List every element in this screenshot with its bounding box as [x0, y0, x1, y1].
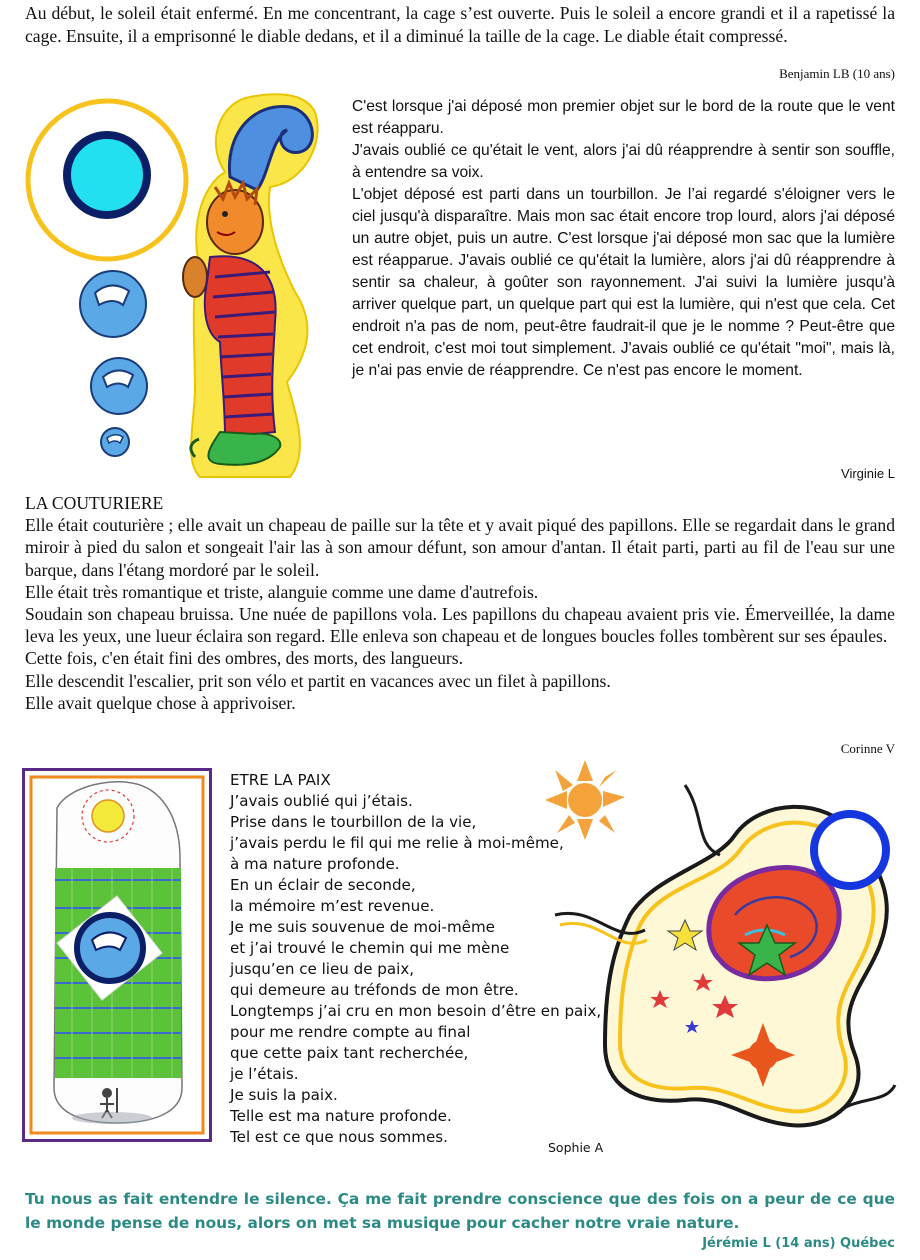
- poem-line: Je suis la paix.: [230, 1086, 338, 1104]
- paragraph: C'est lorsque j'ai déposé mon premier objet sur le bord de la route que le vent est réapparu.: [352, 98, 895, 137]
- poem-line: que cette paix tant recherchée,: [230, 1044, 469, 1062]
- paragraph: Elle descendit l'escalier, prit son vélo et partit en vacances avec un filet à papillons.: [25, 670, 611, 691]
- poem-line: pour me rendre compte au final: [230, 1023, 471, 1041]
- poem-line: qui demeure au tréfonds de mon être.: [230, 981, 519, 999]
- poem-line: Prise dans le tourbillon de la vie,: [230, 813, 477, 831]
- bubble-icon: [91, 358, 147, 414]
- illustration-mandala-suns: [535, 755, 900, 1140]
- poem-line: j’avais perdu le fil qui me relie à moi-même,: [230, 834, 564, 852]
- poem-line: et j’ai trouvé le chemin qui me mène: [230, 939, 510, 957]
- poem-line: Longtemps j’ai cru en mon besoin d’être en paix,: [230, 1002, 602, 1020]
- paragraph: Elle était couturière ; elle avait un chapeau de paille sur la tête et y avait piqué des papillons. Elle se regardait dans le grand miroir à pied du salon et songeait l'air las à son amour défunt, son amour d'antan. Il était parti, parti au fil de l'eau sur une barque, dans l'étang mordoré par le soleil.: [25, 515, 895, 580]
- illustration-framed-drawing: [22, 768, 212, 1142]
- poem-line: je l’étais.: [230, 1065, 299, 1083]
- bubble-icon: [101, 428, 129, 456]
- poem-line: jusqu’en ce lieu de paix,: [230, 960, 415, 978]
- paragraph: Cette fois, c'en était fini des ombres, des morts, des langueurs.: [25, 648, 464, 669]
- elf-figure-icon: [183, 94, 318, 477]
- poem-line: la mémoire m’est revenue.: [230, 897, 435, 915]
- story-title: LA COUTURIERE: [25, 493, 164, 513]
- bubble-icon: [80, 271, 146, 337]
- closing-quote: Tu nous as fait entendre le silence. Ça me fait prendre conscience que des fois on a peur de ce que le monde pense de nous, alors on met sa musique pour cacher notre vraie nature.: [25, 1190, 895, 1232]
- blue-circle-icon: [814, 814, 886, 886]
- poem-line: En un éclair de seconde,: [230, 876, 416, 894]
- poem-title: ETRE LA PAIX: [230, 771, 331, 789]
- sun-circle-icon: [28, 101, 186, 259]
- author-sophie: Sophie A: [548, 1140, 604, 1155]
- story-couturiere: [25, 492, 895, 714]
- author-virginie: Virginie L: [841, 466, 895, 481]
- story-virginie: [352, 96, 895, 382]
- author-benjamin: Benjamin LB (10 ans): [779, 66, 895, 81]
- sun-icon: [545, 760, 625, 840]
- illustration-elf-and-bubbles: [25, 92, 345, 484]
- poem-line: Je me suis souvenue de moi-même: [230, 918, 495, 936]
- paragraph: J'avais oublié ce qu'était le vent, alors j'ai dû réapprendre à sentir son souffle, à entendre sa voix.: [352, 142, 895, 181]
- paragraph: Elle était très romantique et triste, alanguie comme une dame d'autrefois.: [25, 581, 539, 602]
- poem-line: J’avais oublié qui j’étais.: [230, 792, 413, 810]
- intro-text: Au début, le soleil était enfermé. En me concentrant, la cage s’est ouverte. Puis le soleil a encore grandi et il a rapetissé la cage. Ensuite, il a emprisonné le diable dedans, et il a diminué la taille de la cage. Le diable était compressé.: [25, 3, 895, 46]
- paragraph: Soudain son chapeau bruissa. Une nuée de papillons vola. Les papillons du chapeau avaient pris vie. Émerveillée, la dame leva les yeux, une lueur éclaira son regard. Elle enleva son chapeau et de longues boucles folles tombèrent sur ses épaules.: [25, 604, 895, 647]
- paragraph: L'objet déposé est parti dans un tourbillon. Je l’ai regardé s'éloigner vers le ciel jusqu'à disparaître. Mais mon sac était encore trop lourd, alors j'ai déposé un autre objet, puis un autre. C'est lorsque j'ai déposé mon sac que la lumière est réapparue. J'avais oublié ce qu'était la lumière, alors j'ai dû réapprendre à sentir sa chaleur, à goûter son rayonnement. J'ai suivi la lumière jusqu'à arriver quelque part, un quelque part qui est la lumière, qui n'est que cela. Cet endroit n'a pas de nom, peut-être faudrait-il que je le nomme ? Peut-être que cet endroit, c'est moi tout simplement. J'avais oublié ce qu'était "moi", mais là, je n'ai pas envie de réapprendre. Ce n'est pas encore le moment.: [352, 186, 895, 379]
- paragraph: Elle avait quelque chose à apprivoiser.: [25, 692, 296, 713]
- poem-line: Telle est ma nature profonde.: [230, 1107, 452, 1125]
- poem-line: à ma nature profonde.: [230, 855, 400, 873]
- author-corinne: Corinne V: [840, 741, 895, 756]
- author-jeremie: Jérémie L (14 ans) Québec: [702, 1236, 895, 1251]
- poem-line: Tel est ce que nous sommes.: [230, 1128, 448, 1146]
